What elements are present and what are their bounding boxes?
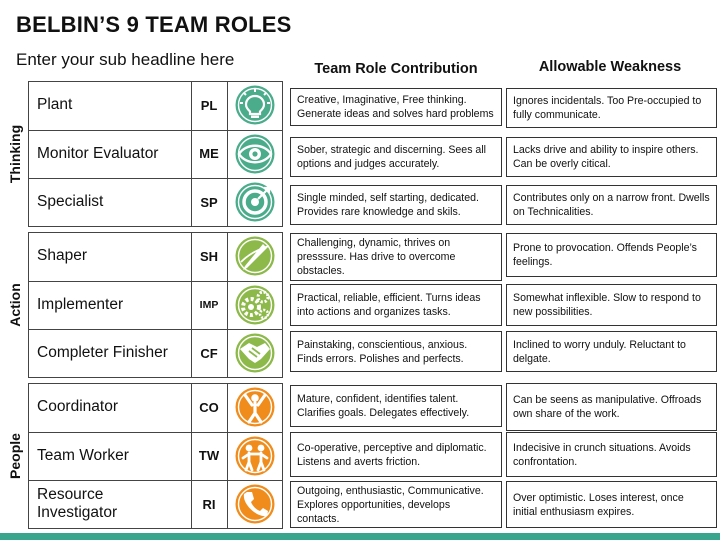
role-abbr-completer-finisher: CF [200, 345, 218, 361]
role-name-shaper: Shaper [37, 247, 87, 265]
contribution-implementer: Practical, reliable, efficient. Turns ideas into actions and organizes tasks. [290, 284, 502, 326]
page-subtitle: Enter your sub headline here [16, 50, 235, 69]
role-name-team-worker: Team Worker [37, 446, 129, 464]
weakness-plant: Ignores incidentals. Too Pre-occupied to fully communicate. [506, 88, 717, 128]
weakness-monitor-evaluator: Lacks drive and ability to inspire others. Can be overly citical. [506, 137, 717, 177]
role-abbr-team-worker: TW [198, 448, 220, 464]
weakness-coordinator: Can be seens as manipulative. Offroads own share of the work. [506, 383, 717, 431]
contribution-team-worker: Co-operative, perceptive and diplomatic. Listens and averts friction. [290, 432, 502, 477]
role-name-resource-investigator: Resource Investigator [37, 486, 118, 522]
group-label-action: Action [7, 282, 23, 327]
role-abbr-monitor-evaluator: ME [199, 146, 219, 162]
gears-icon [227, 281, 283, 330]
role-name-monitor-evaluator: Monitor Evaluator [37, 144, 159, 162]
column-header-contribution: Team Role Contribution [314, 61, 478, 77]
bottom-accent-bar [0, 533, 720, 540]
weakness-completer-finisher: Inclined to worry unduly. Reluctant to delgate. [506, 331, 717, 372]
role-abbr-specialist: SP [200, 194, 218, 210]
role-abbr-resource-investigator: RI [202, 496, 216, 512]
role-name-plant: Plant [37, 96, 73, 114]
weakness-specialist: Contributes only on a narrow front. Dwells on Technicalities. [506, 185, 717, 225]
weakness-shaper: Prone to provocation. Offends People’s feelings. [506, 233, 717, 277]
contribution-monitor-evaluator: Sober, strategic and discerning. Sees all options and judges accurately. [290, 137, 502, 177]
group-label-thinking: Thinking [7, 124, 23, 183]
team-icon [227, 432, 283, 481]
handshake-icon [227, 329, 283, 378]
role-name-implementer: Implementer [37, 295, 124, 313]
person-arms-up-icon [227, 383, 283, 432]
role-name-coordinator: Coordinator [37, 398, 118, 416]
contribution-coordinator: Mature, confident, identifies talent. Clarifies goals. Delegates effectively. [290, 385, 502, 427]
page-title: BELBIN’S 9 TEAM ROLES [16, 12, 292, 37]
contribution-specialist: Single minded, self starting, dedicated. Provides rare knowledge and skils. [290, 185, 502, 225]
weakness-resource-investigator: Over optimistic. Loses interest, once initial enthusiasm expires. [506, 481, 717, 528]
eye-icon [227, 130, 283, 179]
target-icon [227, 178, 283, 227]
contribution-shaper: Challenging, dynamic, thrives on presssure. Has drive to overcome obstacles. [290, 233, 502, 281]
contribution-plant: Creative, Imaginative, Free thinking. Generate ideas and solves hard problems [290, 88, 502, 126]
role-abbr-shaper: SH [199, 248, 219, 264]
lightbulb-icon [227, 81, 283, 130]
weakness-team-worker: Indecisive in crunch situations. Avoids confrontation. [506, 432, 717, 477]
role-abbr-implementer: IMP [199, 298, 219, 311]
pencil-icon [227, 232, 283, 281]
role-name-completer-finisher: Completer Finisher [37, 344, 168, 362]
phone-icon [227, 480, 283, 529]
contribution-completer-finisher: Painstaking, conscientious, anxious. Finds errors. Polishes and perfects. [290, 331, 502, 372]
role-abbr-plant: PL [200, 97, 218, 113]
column-header-weakness: Allowable Weakness [538, 59, 682, 75]
weakness-implementer: Somewhat inflexible. Slow to respond to new possibilities. [506, 284, 717, 326]
group-label-people: People [7, 432, 23, 479]
contribution-resource-investigator: Outgoing, enthusiastic, Communicative. Explores opportunities, develops contacts. [290, 481, 502, 528]
role-abbr-coordinator: CO [199, 399, 219, 415]
role-name-specialist: Specialist [37, 193, 104, 211]
